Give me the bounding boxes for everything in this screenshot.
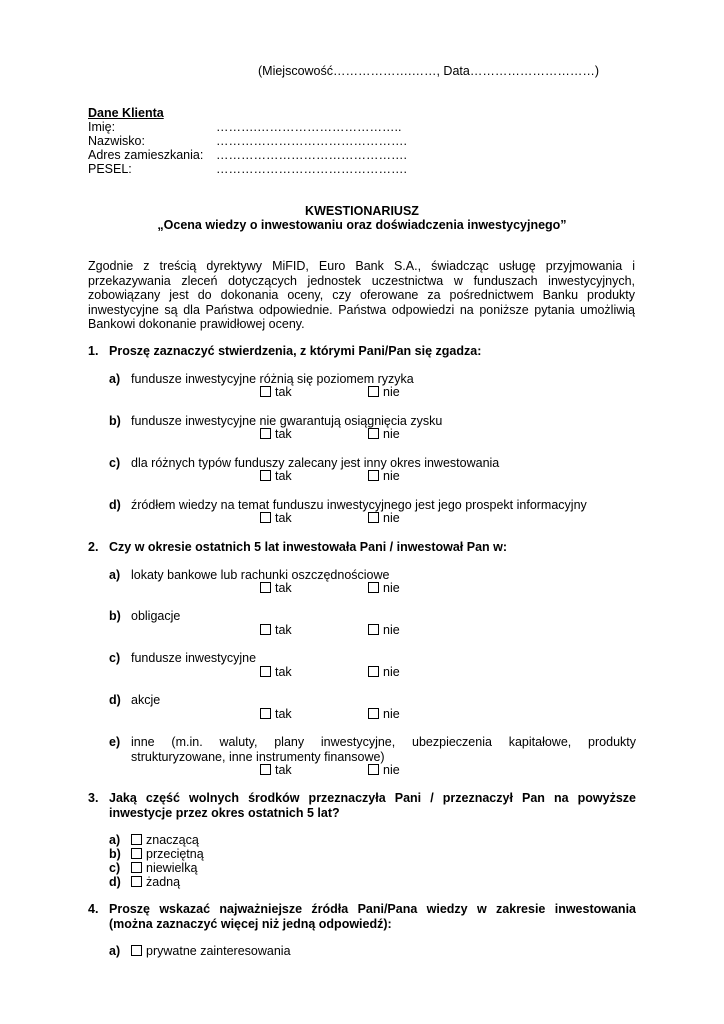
q4-option[interactable]: prywatne zainteresowania [131, 944, 291, 958]
checkbox-icon[interactable] [368, 512, 379, 523]
q2-item-text: inne (m.in. waluty, plany inwestycyjne, ubezpieczenia kapitałowe, produkty strukturyzowane, inne instrumenty finansowe) [131, 735, 636, 764]
checkbox-icon[interactable] [131, 834, 142, 845]
no-checkbox[interactable]: nie [368, 511, 400, 525]
q1-item-letter: c) [109, 456, 121, 470]
checkbox-icon[interactable] [368, 624, 379, 635]
q4-text: Proszę wskazać najważniejsze źródła Pani/Pana wiedzy w zakresie inwestowania (można zaznaczyć więcej niż jedną odpowiedź): [109, 902, 636, 931]
yes-checkbox[interactable]: tak [260, 469, 292, 483]
pesel-label: PESEL: [88, 162, 132, 176]
q2-item-text: obligacje [131, 609, 181, 623]
q3-option-letter: d) [109, 875, 121, 889]
q1-item-text: fundusze inwestycyjne nie gwarantują osiągnięcia zysku [131, 414, 443, 428]
checkbox-icon[interactable] [260, 470, 271, 481]
pesel-field[interactable]: ………………………………………. [216, 162, 407, 176]
q2-item-text: fundusze inwestycyjne [131, 651, 257, 665]
q2-item-letter: c) [109, 651, 121, 665]
q3-option-letter: a) [109, 833, 121, 847]
checkbox-icon[interactable] [260, 708, 271, 719]
q2-text: Czy w okresie ostatnich 5 lat inwestowała Pani / inwestował Pan w: [109, 540, 508, 554]
q1-item-text: źródłem wiedzy na temat funduszu inwestycyjnego jest jego prospekt informacyjny [131, 498, 587, 512]
checkbox-icon[interactable] [260, 666, 271, 677]
q3-number: 3. [88, 791, 99, 805]
q3-option[interactable]: znaczącą [131, 833, 199, 847]
document-subtitle: „Ocena wiedzy o inwestowaniu oraz doświadczenia inwestycyjnego” [157, 218, 567, 232]
last-name-field[interactable]: ………………………………………. [216, 134, 407, 148]
q3-option[interactable]: niewielką [131, 861, 197, 875]
checkbox-icon[interactable] [131, 862, 142, 873]
checkbox-icon[interactable] [131, 876, 142, 887]
checkbox-icon[interactable] [260, 428, 271, 439]
q3-option-letter: c) [109, 861, 121, 875]
q2-item-letter: b) [109, 609, 121, 623]
first-name-field[interactable]: ……….…………………………….. [216, 120, 402, 134]
checkbox-icon[interactable] [131, 848, 142, 859]
q2-number: 2. [88, 540, 99, 554]
last-name-label: Nazwisko: [88, 134, 145, 148]
q1-text: Proszę zaznaczyć stwierdzenia, z którymi Pani/Pan się zgadza: [109, 344, 482, 358]
q2-item-text: lokaty bankowe lub rachunki oszczędnościowe [131, 568, 390, 582]
yes-checkbox[interactable]: tak [260, 763, 292, 777]
q1-item-letter: a) [109, 372, 121, 386]
yes-checkbox[interactable]: tak [260, 385, 292, 399]
first-name-label: Imię: [88, 120, 116, 134]
checkbox-icon[interactable] [368, 764, 379, 775]
client-heading: Dane Klienta [88, 106, 164, 120]
document-title: KWESTIONARIUSZ [305, 204, 419, 218]
no-checkbox[interactable]: nie [368, 581, 400, 595]
place-date-line: (Miejscowość……………….……, Data…………………………) [258, 64, 599, 78]
no-checkbox[interactable]: nie [368, 427, 400, 441]
q1-item-letter: d) [109, 498, 121, 512]
q3-option[interactable]: żadną [131, 875, 180, 889]
q2-item-text: akcje [131, 693, 161, 707]
no-checkbox[interactable]: nie [368, 623, 400, 637]
q1-item-letter: b) [109, 414, 121, 428]
checkbox-icon[interactable] [368, 470, 379, 481]
checkbox-icon[interactable] [368, 666, 379, 677]
yes-checkbox[interactable]: tak [260, 707, 292, 721]
intro-paragraph: Zgodnie z treścią dyrektywy MiFID, Euro Bank S.A., świadcząc usługę przyjmowania i przekazywania zleceń dotyczących jednostek uczestnictwa w funduszach inwestycyjnych, zobowiązany jest do dokonania oceny, czy oferowane za pośrednictwem Banku produkty inwestycyjne są dla Państwa odpowiednie. Państwa odpowiedzi na poniższe pytania umożliwią Bankowi dokonanie prawidłowej oceny. [88, 259, 635, 332]
no-checkbox[interactable]: nie [368, 385, 400, 399]
q1-item-text: fundusze inwestycyjne różnią się poziomem ryzyka [131, 372, 414, 386]
q4-number: 4. [88, 902, 99, 916]
q2-item-letter: a) [109, 568, 121, 582]
yes-checkbox[interactable]: tak [260, 511, 292, 525]
checkbox-icon[interactable] [368, 708, 379, 719]
yes-checkbox[interactable]: tak [260, 623, 292, 637]
no-checkbox[interactable]: nie [368, 469, 400, 483]
q1-number: 1. [88, 344, 99, 358]
q4-option-letter: a) [109, 944, 121, 958]
checkbox-icon[interactable] [260, 386, 271, 397]
no-checkbox[interactable]: nie [368, 763, 400, 777]
checkbox-icon[interactable] [260, 624, 271, 635]
checkbox-icon[interactable] [260, 582, 271, 593]
yes-checkbox[interactable]: tak [260, 427, 292, 441]
no-checkbox[interactable]: nie [368, 665, 400, 679]
q3-option[interactable]: przeciętną [131, 847, 204, 861]
q2-item-letter: e) [109, 735, 121, 749]
address-label: Adres zamieszkania: [88, 148, 204, 162]
q1-item-text: dla różnych typów funduszy zalecany jest inny okres inwestowania [131, 456, 500, 470]
checkbox-icon[interactable] [260, 512, 271, 523]
checkbox-icon[interactable] [368, 386, 379, 397]
yes-checkbox[interactable]: tak [260, 665, 292, 679]
q2-item-letter: d) [109, 693, 121, 707]
yes-checkbox[interactable]: tak [260, 581, 292, 595]
address-field[interactable]: ………………………………………. [216, 148, 407, 162]
q3-option-letter: b) [109, 847, 121, 861]
checkbox-icon[interactable] [368, 428, 379, 439]
q3-text: Jaką część wolnych środków przeznaczyła Pani / przeznaczył Pan na powyższe inwestycje przez okres ostatnich 5 lat? [109, 791, 636, 820]
checkbox-icon[interactable] [131, 945, 142, 956]
no-checkbox[interactable]: nie [368, 707, 400, 721]
checkbox-icon[interactable] [260, 764, 271, 775]
checkbox-icon[interactable] [368, 582, 379, 593]
